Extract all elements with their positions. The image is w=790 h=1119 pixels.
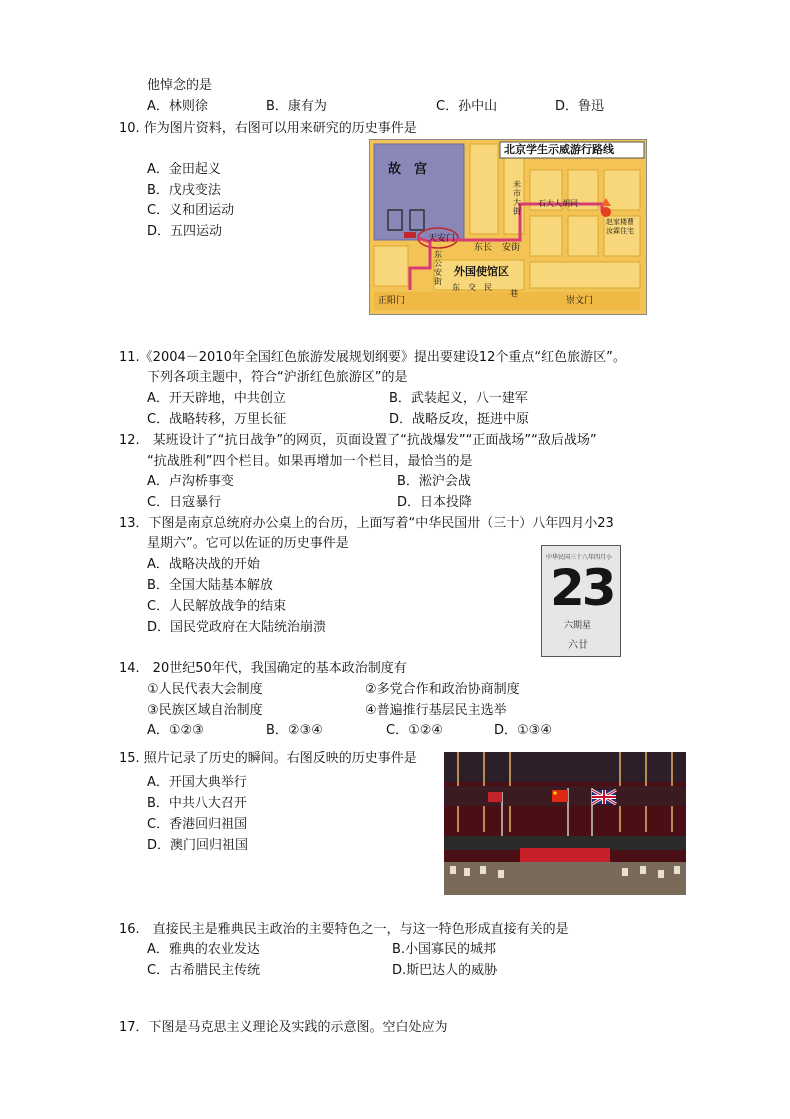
q14-option-b[interactable]: B．②③④ <box>266 723 323 738</box>
map-label-jiao: 交 <box>468 283 476 292</box>
ceremony-scene <box>444 752 686 895</box>
map-label-dong: 东 <box>452 283 460 292</box>
q10-option-c[interactable]: C．义和团运动 <box>147 203 235 218</box>
q15-stem: 15. 照片记录了历史的瞬间。右图反映的历史事件是 <box>119 751 417 766</box>
q15-option-d[interactable]: D．澳门回归祖国 <box>147 838 249 853</box>
q9-option-c[interactable]: C．孙中山 <box>436 99 498 114</box>
q13-option-d[interactable]: D．国民党政府在大陆统治崩溃 <box>147 620 327 635</box>
q10-option-d[interactable]: D．五四运动 <box>147 224 223 239</box>
q9-option-a[interactable]: A．林则徐 <box>147 99 208 114</box>
q14-stem: 14. 20世纪50年代，我国确定的基本政治制度有 <box>119 661 407 676</box>
q9-option-d[interactable]: D．鲁迅 <box>555 99 605 114</box>
q13-option-b[interactable]: B．全国大陆基本解放 <box>147 578 273 593</box>
calendar-day-number: 23 <box>550 559 614 617</box>
q11-stem-line1: 11.《2004－2010年全国红色旅游发展规划纲要》提出要建设12个重点“红色旅游区”。 <box>119 350 626 365</box>
map-label-dongchang: 东长 <box>474 243 493 253</box>
q16-option-a[interactable]: A．雅典的农业发达 <box>147 942 260 957</box>
map-label-anjie: 安街 <box>502 243 521 253</box>
q12-option-a[interactable]: A．卢沟桥事变 <box>147 474 234 489</box>
map-label-mishi: 米市大街 <box>513 180 521 216</box>
q12-stem-line1: 12. 某班设计了“抗日战争”的网页，页面设置了“抗战爆发”“正面战场”“敌后战场” <box>119 433 597 448</box>
q12-option-c[interactable]: C．日寇暴行 <box>147 495 222 510</box>
q15-option-c[interactable]: C．香港回归祖国 <box>147 817 248 832</box>
q11-option-d[interactable]: D．战略反攻，挺进中原 <box>389 412 530 427</box>
map-label-donggongan: 东公安街 <box>434 250 442 286</box>
q16-option-d[interactable]: D.斯巴达人的威胁 <box>392 963 498 978</box>
q11-option-a[interactable]: A．开天辟地，中共创立 <box>147 391 286 406</box>
map-label-zhengyangmen: 正阳门 <box>378 296 406 306</box>
q11-option-b[interactable]: B．武装起义，八一建军 <box>389 391 528 406</box>
q13-stem-line2: 星期六”。它可以佐证的历史事件是 <box>147 536 349 551</box>
map-label-palace: 故 宫 <box>388 162 428 177</box>
q11-stem-line2: 下列各项主题中，符合“沪浙红色旅游区”的是 <box>147 370 408 385</box>
q14-option-a[interactable]: A．①②③ <box>147 723 204 738</box>
q14-item-3: ③民族区域自治制度 <box>147 703 263 718</box>
map-label-legation: 外国使馆区 <box>454 265 509 278</box>
q12-option-d[interactable]: D．日本投降 <box>397 495 473 510</box>
q13-option-c[interactable]: C．人民解放战争的结束 <box>147 599 287 614</box>
map-label-zhaojialou: 赵家楼曹汝霖住宅 <box>606 218 634 235</box>
q17-stem: 17．下图是马克思主义理论及实践的示意图。空白处应为 <box>119 1020 448 1035</box>
map-label-xiang: 巷 <box>510 289 518 298</box>
handover-ceremony-photo <box>444 752 686 895</box>
q10-stem: 10. 作为图片资料，右图可以用来研究的历史事件是 <box>119 121 417 136</box>
calendar-bottom-text: 六廿 <box>568 640 588 651</box>
map-label-shidaren: 石大人胡同 <box>538 199 578 208</box>
q16-option-b[interactable]: B.小国寡民的城邦 <box>392 942 497 957</box>
q12-option-b[interactable]: B．淞沪会战 <box>397 474 471 489</box>
calendar-week-text: 六期星 <box>564 621 592 631</box>
q14-item-4: ④普遍推行基层民主选举 <box>365 703 507 718</box>
q10-option-a[interactable]: A．金田起义 <box>147 162 221 177</box>
q13-stem-line1: 13．下图是南京总统府办公桌上的台历，上面写着“中华民国卅（三十）八年四月小23 <box>119 516 614 531</box>
desk-calendar-photo <box>541 545 621 657</box>
map-label-chongwenmen: 崇文门 <box>566 296 594 306</box>
q9-option-b[interactable]: B．康有为 <box>266 99 327 114</box>
q15-option-a[interactable]: A．开国大典举行 <box>147 775 247 790</box>
protest-route-map <box>369 139 647 315</box>
q15-option-b[interactable]: B．中共八大召开 <box>147 796 247 811</box>
q14-option-c[interactable]: C．①②④ <box>386 723 444 738</box>
map-label-min: 民 <box>484 283 492 292</box>
map-title-text: 北京学生示威游行路线 <box>504 143 614 156</box>
q16-stem: 16. 直接民主是雅典民主政治的主要特色之一，与这一特色形成直接有关的是 <box>119 922 569 937</box>
map-label-tiananmen: 天安门 <box>428 234 456 244</box>
calendar-top-text: 中华民国三十八年四月小 <box>546 554 613 561</box>
q12-stem-line2: “抗战胜利”四个栏目。如果再增加一个栏目，最恰当的是 <box>147 454 473 469</box>
q16-option-c[interactable]: C．古希腊民主传统 <box>147 963 261 978</box>
q14-item-1: ①人民代表大会制度 <box>147 682 263 697</box>
q14-item-2: ②多党合作和政治协商制度 <box>365 682 520 697</box>
q14-option-d[interactable]: D．①③④ <box>494 723 552 738</box>
q10-option-b[interactable]: B．戊戌变法 <box>147 183 221 198</box>
q9-stem-tail: 他悼念的是 <box>147 78 213 93</box>
q11-option-c[interactable]: C．战略转移，万里长征 <box>147 412 287 427</box>
q13-option-a[interactable]: A．战略决战的开始 <box>147 557 260 572</box>
